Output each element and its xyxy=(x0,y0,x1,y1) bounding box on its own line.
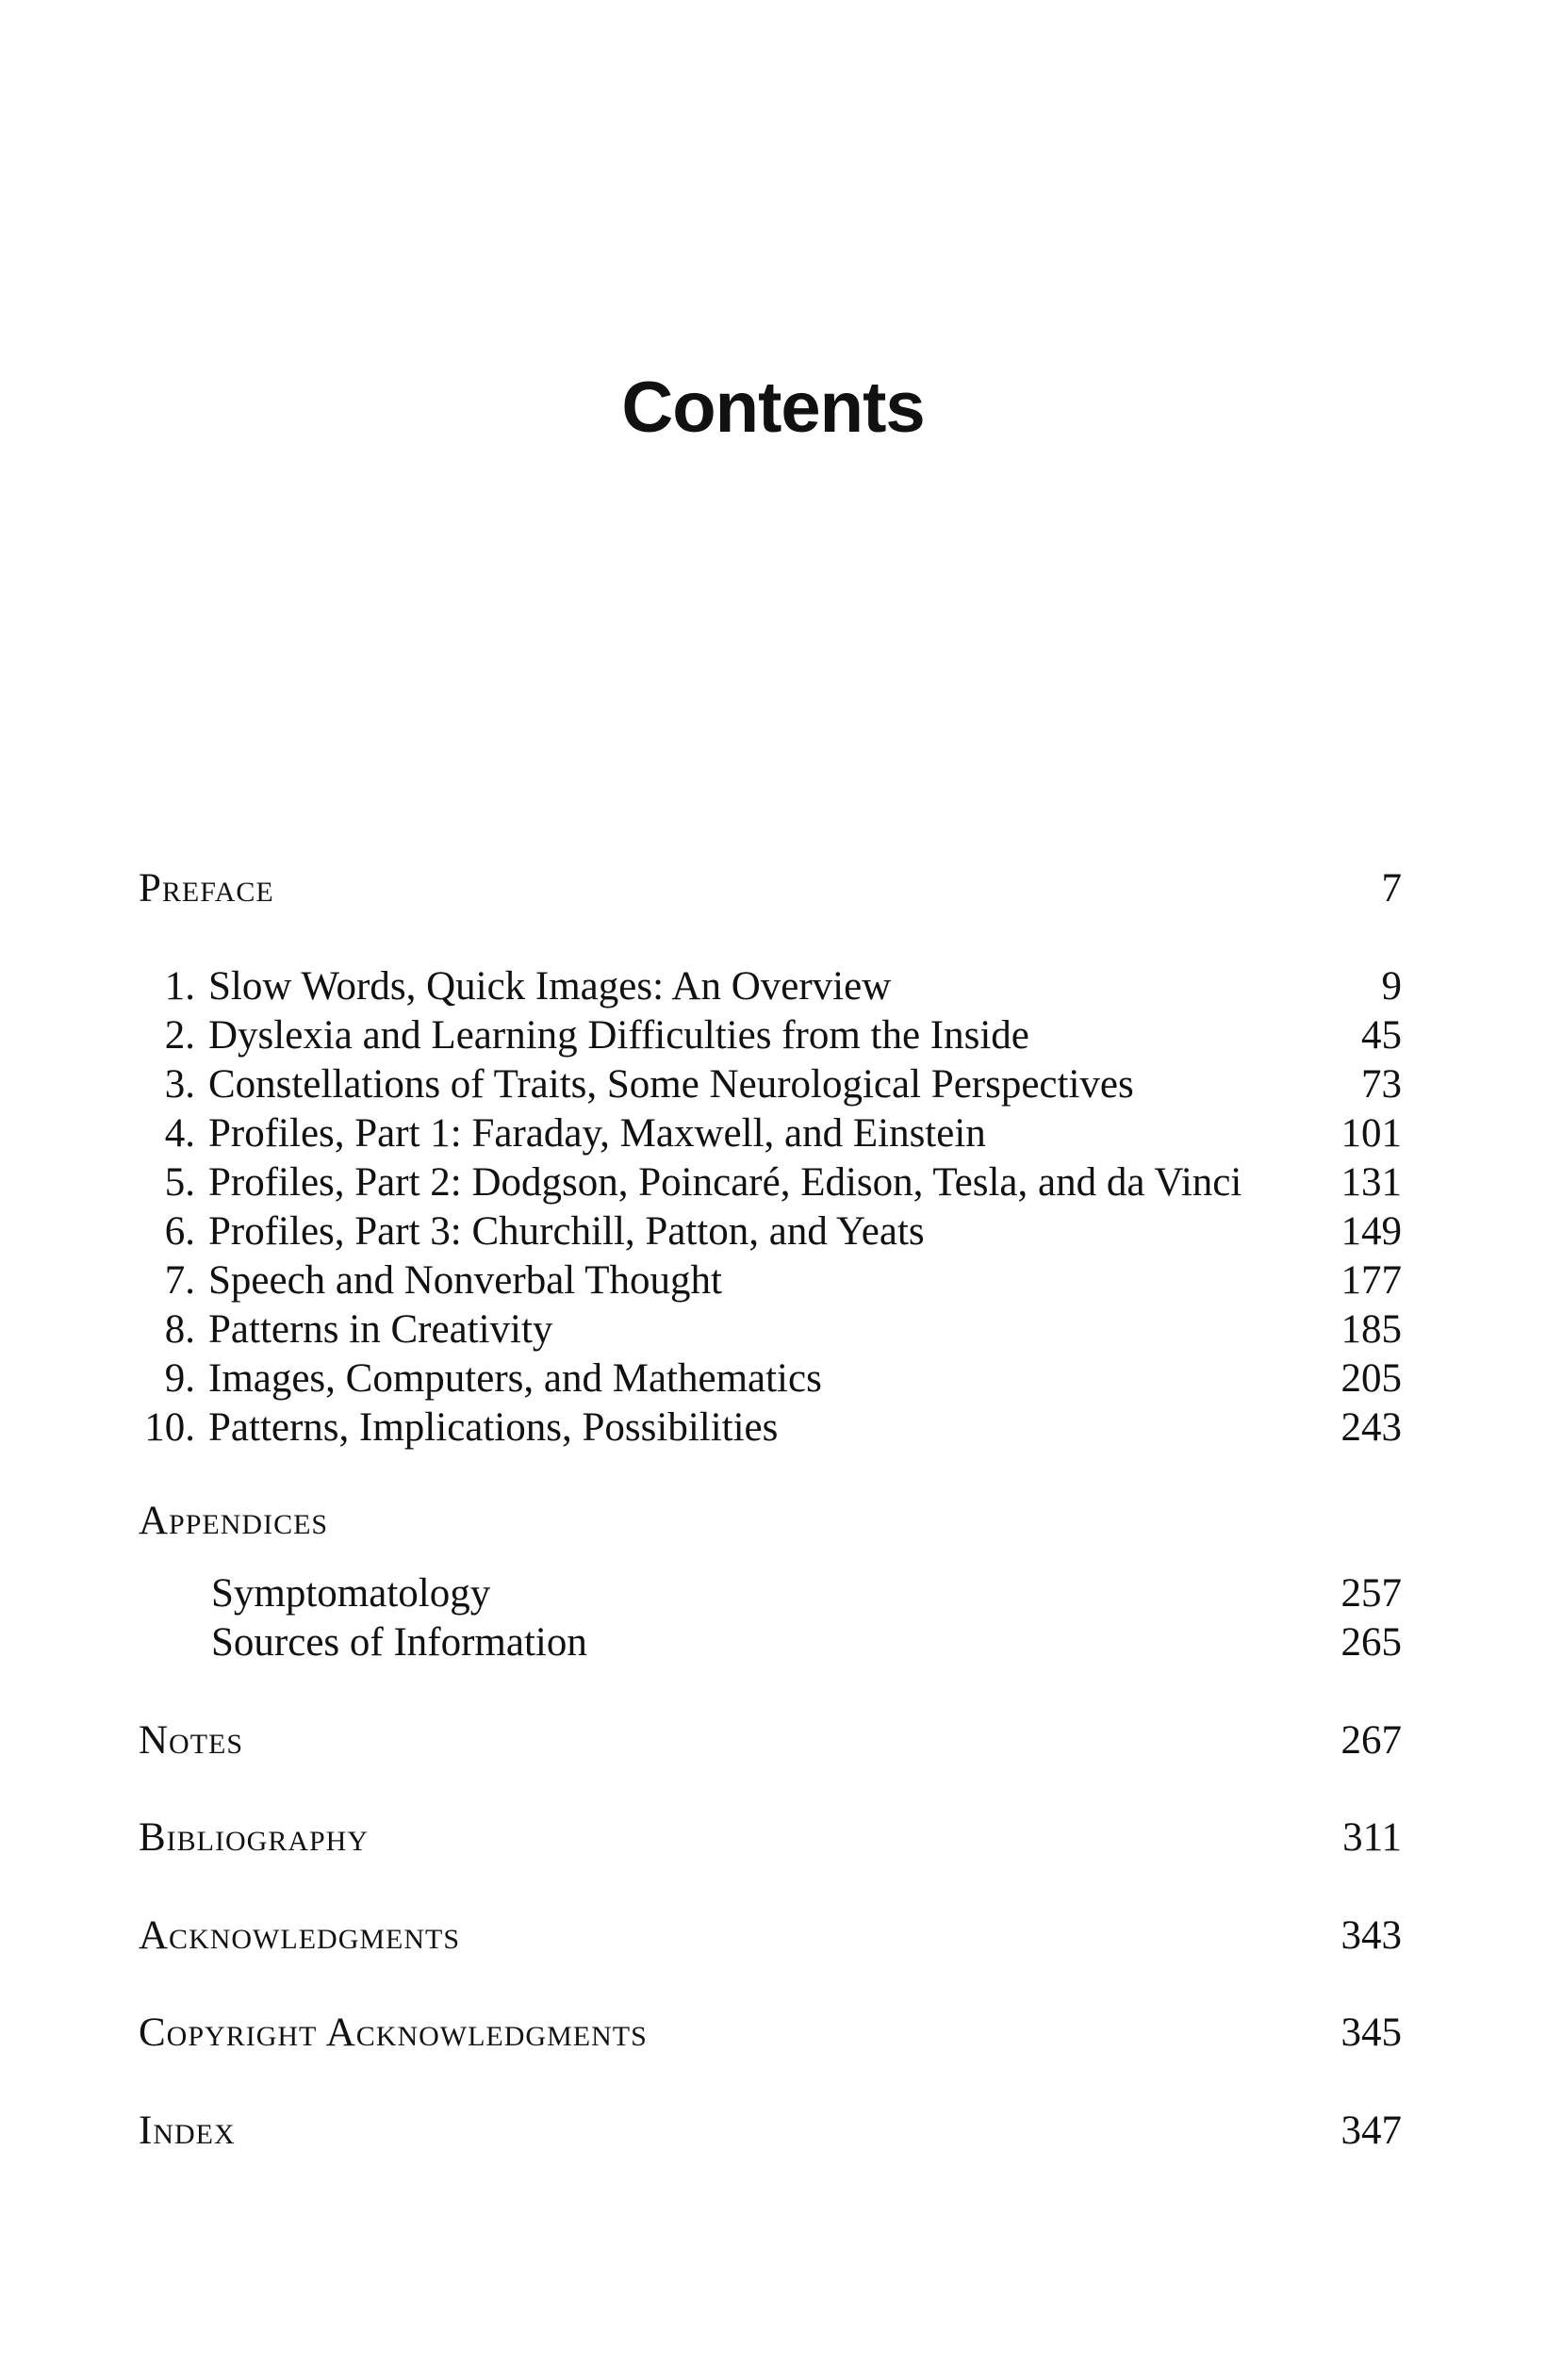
chapter-page: 149 xyxy=(1340,1209,1402,1254)
chapter-row[interactable] xyxy=(139,1011,1402,1060)
index-label: Index xyxy=(139,2109,236,2153)
chapter-page: 243 xyxy=(1340,1405,1402,1450)
chapter-number: 3. xyxy=(164,1062,195,1107)
toc-index[interactable] xyxy=(139,2107,1402,2156)
appendix-page: 257 xyxy=(1340,1571,1402,1616)
chapter-number: 8. xyxy=(164,1307,195,1352)
toc-notes[interactable] xyxy=(139,1716,1402,1765)
chapter-row[interactable] xyxy=(139,1403,1402,1453)
chapter-page: 101 xyxy=(1340,1111,1402,1156)
chapter-number: 5. xyxy=(164,1160,195,1205)
appendix-row[interactable] xyxy=(139,1618,1402,1667)
chapter-title: Speech and Nonverbal Thought xyxy=(208,1258,722,1303)
preface-label: Preface xyxy=(139,866,274,911)
chapter-page: 177 xyxy=(1340,1258,1402,1303)
chapter-title: Images, Computers, and Mathematics xyxy=(208,1356,822,1401)
chapter-page: 45 xyxy=(1361,1013,1402,1058)
appendix-page: 265 xyxy=(1340,1620,1402,1665)
appendix-title: Symptomatology xyxy=(211,1571,491,1616)
chapter-number: 2. xyxy=(164,1013,195,1058)
chapter-row[interactable] xyxy=(139,1060,1402,1109)
chapter-number: 1. xyxy=(164,964,195,1009)
chapter-title: Profiles, Part 2: Dodgson, Poincaré, Edison, Tesla, and da Vinci xyxy=(208,1160,1242,1205)
chapter-title: Profiles, Part 3: Churchill, Patton, and Yeats xyxy=(208,1209,925,1254)
chapter-title: Slow Words, Quick Images: An Overview xyxy=(208,964,892,1009)
chapter-row[interactable] xyxy=(139,1354,1402,1403)
chapter-row[interactable] xyxy=(139,1207,1402,1256)
toc-preface[interactable] xyxy=(139,864,1402,913)
index-page: 347 xyxy=(1340,2109,1402,2153)
chapter-title: Profiles, Part 1: Faraday, Maxwell, and Einstein xyxy=(208,1111,986,1156)
chapter-number: 7. xyxy=(164,1258,195,1303)
page-title: Contents xyxy=(621,368,925,448)
toc-appendices xyxy=(139,1497,1402,1667)
bibliography-label: Bibliography xyxy=(139,1815,370,1860)
chapter-page: 205 xyxy=(1340,1356,1402,1401)
acknowledgments-label: Acknowledgments xyxy=(139,1913,461,1958)
chapter-title: Patterns, Implications, Possibilities xyxy=(208,1405,779,1450)
appendices-label: Appendices xyxy=(139,1499,329,1543)
acknowledgments-page: 343 xyxy=(1340,1913,1402,1958)
chapter-row[interactable] xyxy=(139,1305,1402,1354)
copyright-acknowledgments-page: 345 xyxy=(1340,2011,1402,2055)
appendix-row[interactable] xyxy=(139,1569,1402,1618)
chapter-row[interactable] xyxy=(139,962,1402,1011)
chapter-title: Patterns in Creativity xyxy=(208,1307,553,1352)
chapter-number: 9. xyxy=(164,1356,195,1401)
copyright-acknowledgments-label: Copyright Acknowledgments xyxy=(139,2011,648,2055)
chapter-page: 185 xyxy=(1340,1307,1402,1352)
bibliography-page: 311 xyxy=(1342,1815,1402,1860)
toc-chapters xyxy=(139,962,1402,1453)
notes-label: Notes xyxy=(139,1718,244,1763)
chapter-page: 131 xyxy=(1340,1160,1402,1205)
toc-copyright-acknowledgments[interactable] xyxy=(139,2009,1402,2058)
preface-page: 7 xyxy=(1381,866,1402,911)
chapter-title: Constellations of Traits, Some Neurological Perspectives xyxy=(208,1062,1134,1107)
chapter-title: Dyslexia and Learning Difficulties from the Inside xyxy=(208,1013,1029,1058)
chapter-number: 10. xyxy=(144,1405,195,1450)
chapter-row[interactable] xyxy=(139,1109,1402,1158)
appendix-title: Sources of Information xyxy=(211,1620,587,1665)
chapter-number: 4. xyxy=(164,1111,195,1156)
chapter-page: 73 xyxy=(1361,1062,1402,1107)
chapter-number: 6. xyxy=(164,1209,195,1254)
notes-page: 267 xyxy=(1340,1718,1402,1763)
chapter-row[interactable] xyxy=(139,1256,1402,1305)
toc-acknowledgments[interactable] xyxy=(139,1912,1402,1961)
toc-bibliography[interactable] xyxy=(139,1814,1402,1863)
chapter-row[interactable] xyxy=(139,1158,1402,1207)
chapter-page: 9 xyxy=(1381,964,1402,1009)
